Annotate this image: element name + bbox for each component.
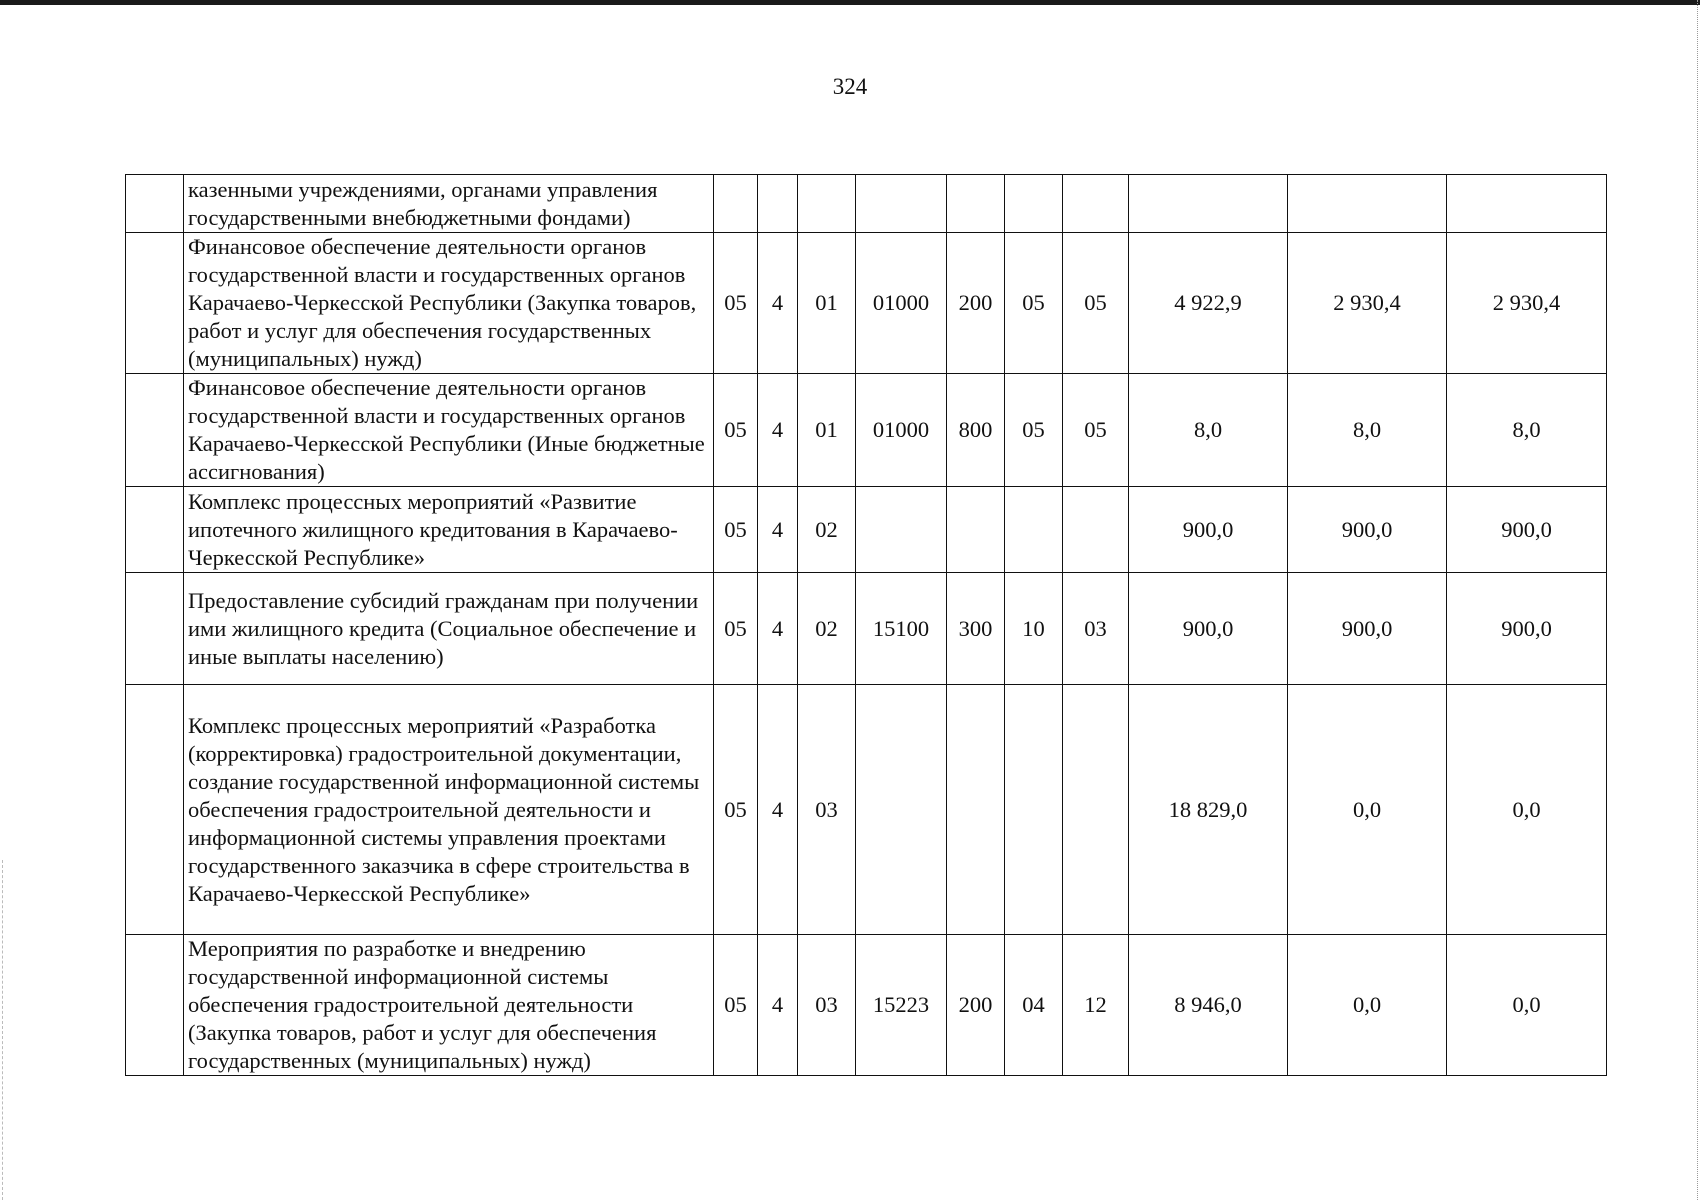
code-cell bbox=[1005, 487, 1063, 573]
code-cell bbox=[1063, 175, 1129, 233]
item-name-cell: Комплекс процессных мероприятий «Развитие ипотечного жилищного кредитования в Карачаево-Черкесской Республике» bbox=[184, 487, 714, 573]
row-number-cell bbox=[126, 233, 184, 374]
code-cell bbox=[947, 685, 1005, 935]
code-cell: 01 bbox=[798, 374, 856, 487]
item-name-cell: Мероприятия по разработке и внедрению государственной информационной системы обеспечения градостроительной деятельности (Закупка товаров, работ и услуг для обеспечения государственных (муниципальных) нужд) bbox=[184, 935, 714, 1076]
code-cell: 05 bbox=[714, 935, 758, 1076]
table-row bbox=[126, 685, 1607, 935]
code-cell bbox=[758, 175, 798, 233]
code-cell: 05 bbox=[714, 573, 758, 685]
amount-cell: 900,0 bbox=[1447, 573, 1607, 685]
code-cell: 05 bbox=[1063, 374, 1129, 487]
code-cell: 01 bbox=[798, 233, 856, 374]
amount-cell: 900,0 bbox=[1129, 573, 1288, 685]
amount-cell: 900,0 bbox=[1447, 487, 1607, 573]
amount-cell: 2 930,4 bbox=[1288, 233, 1447, 374]
code-cell: 05 bbox=[714, 233, 758, 374]
item-name-cell: Финансовое обеспечение деятельности органов государственной власти и государственных органов Карачаево-Черкесской Республики (Иные бюджетные ассигнования) bbox=[184, 374, 714, 487]
item-name-cell: Предоставление субсидий гражданам при получении ими жилищного кредита (Социальное обеспечение и иные выплаты населению) bbox=[184, 573, 714, 685]
code-cell bbox=[856, 175, 947, 233]
amount-cell: 8,0 bbox=[1129, 374, 1288, 487]
table-row bbox=[126, 487, 1607, 573]
amount-cell: 8 946,0 bbox=[1129, 935, 1288, 1076]
row-number-cell bbox=[126, 573, 184, 685]
scan-edge-left bbox=[2, 860, 4, 1200]
row-number-cell bbox=[126, 175, 184, 233]
code-cell: 05 bbox=[714, 487, 758, 573]
code-cell: 05 bbox=[1063, 233, 1129, 374]
amount-cell: 0,0 bbox=[1447, 685, 1607, 935]
amount-cell: 8,0 bbox=[1288, 374, 1447, 487]
code-cell: 4 bbox=[758, 233, 798, 374]
row-number-cell bbox=[126, 374, 184, 487]
code-cell: 05 bbox=[714, 685, 758, 935]
table-row bbox=[126, 175, 1607, 233]
amount-cell: 4 922,9 bbox=[1129, 233, 1288, 374]
code-cell: 12 bbox=[1063, 935, 1129, 1076]
code-cell: 05 bbox=[1005, 233, 1063, 374]
amount-cell: 900,0 bbox=[1129, 487, 1288, 573]
code-cell bbox=[856, 685, 947, 935]
amount-cell: 2 930,4 bbox=[1447, 233, 1607, 374]
amount-cell: 900,0 bbox=[1288, 487, 1447, 573]
code-cell: 05 bbox=[714, 374, 758, 487]
code-cell bbox=[947, 175, 1005, 233]
code-cell bbox=[798, 175, 856, 233]
code-cell bbox=[714, 175, 758, 233]
code-cell: 4 bbox=[758, 935, 798, 1076]
amount-cell: 0,0 bbox=[1447, 935, 1607, 1076]
item-name-cell: казенными учреждениями, органами управления государственными внебюджетными фондами) bbox=[184, 175, 714, 233]
code-cell: 01000 bbox=[856, 233, 947, 374]
amount-cell: 0,0 bbox=[1288, 935, 1447, 1076]
budget-table bbox=[125, 174, 1607, 1076]
code-cell: 15223 bbox=[856, 935, 947, 1076]
item-name-cell: Финансовое обеспечение деятельности органов государственной власти и государственных органов Карачаево-Черкесской Республики (Закупка товаров, работ и услуг для обеспечения государственных (муниципальных) нужд) bbox=[184, 233, 714, 374]
amount-cell: 8,0 bbox=[1447, 374, 1607, 487]
code-cell bbox=[1063, 685, 1129, 935]
item-name-cell: Комплекс процессных мероприятий «Разработка (корректировка) градостроительной документации, создание государственной информационной системы обеспечения градостроительной деятельности и информационной системы управления проектами государственного заказчика в сфере строительства в Карачаево-Черкесской Республике» bbox=[184, 685, 714, 935]
code-cell: 02 bbox=[798, 487, 856, 573]
code-cell: 200 bbox=[947, 935, 1005, 1076]
amount-cell bbox=[1288, 175, 1447, 233]
amount-cell bbox=[1129, 175, 1288, 233]
code-cell: 02 bbox=[798, 573, 856, 685]
code-cell: 800 bbox=[947, 374, 1005, 487]
page-number: 324 bbox=[832, 74, 868, 99]
code-cell: 05 bbox=[1005, 374, 1063, 487]
code-cell bbox=[1005, 685, 1063, 935]
top-border-rule bbox=[0, 0, 1700, 5]
code-cell bbox=[1063, 487, 1129, 573]
scan-edge-right bbox=[1696, 0, 1698, 1200]
code-cell bbox=[856, 487, 947, 573]
row-number-cell bbox=[126, 487, 184, 573]
table-row bbox=[126, 233, 1607, 374]
code-cell: 4 bbox=[758, 374, 798, 487]
code-cell: 15100 bbox=[856, 573, 947, 685]
table-row bbox=[126, 935, 1607, 1076]
amount-cell: 18 829,0 bbox=[1129, 685, 1288, 935]
table-body bbox=[126, 175, 1607, 1076]
table-row bbox=[126, 374, 1607, 487]
code-cell: 4 bbox=[758, 685, 798, 935]
code-cell: 10 bbox=[1005, 573, 1063, 685]
code-cell: 03 bbox=[798, 685, 856, 935]
code-cell: 03 bbox=[1063, 573, 1129, 685]
amount-cell: 900,0 bbox=[1288, 573, 1447, 685]
table-row bbox=[126, 573, 1607, 685]
code-cell: 03 bbox=[798, 935, 856, 1076]
code-cell bbox=[947, 487, 1005, 573]
code-cell: 01000 bbox=[856, 374, 947, 487]
code-cell: 4 bbox=[758, 573, 798, 685]
code-cell: 04 bbox=[1005, 935, 1063, 1076]
code-cell bbox=[1005, 175, 1063, 233]
row-number-cell bbox=[126, 935, 184, 1076]
code-cell: 200 bbox=[947, 233, 1005, 374]
row-number-cell bbox=[126, 685, 184, 935]
code-cell: 4 bbox=[758, 487, 798, 573]
amount-cell: 0,0 bbox=[1288, 685, 1447, 935]
code-cell: 300 bbox=[947, 573, 1005, 685]
amount-cell bbox=[1447, 175, 1607, 233]
